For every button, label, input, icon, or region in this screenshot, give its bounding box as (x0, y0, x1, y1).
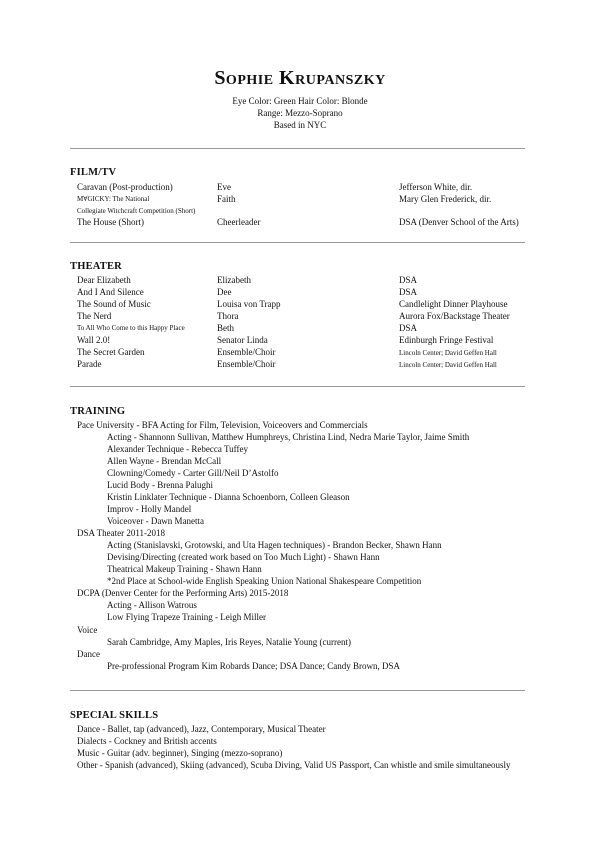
theater-project: Parade (77, 359, 102, 369)
training-line: Acting (Stanislavski, Grotowski, and Uta Hagen techniques) - Brandon Becker, Shawn Hann (107, 540, 442, 550)
theater-company: Lincoln Center; David Geffen Hall (399, 361, 497, 369)
training-line: DSA Theater 2011-2018 (77, 528, 165, 538)
theater-company: Edinburgh Fringe Festival (399, 335, 494, 345)
divider (70, 386, 525, 387)
film-project: The House (Short) (77, 217, 144, 227)
film-project: Caravan (Post-production) (77, 182, 173, 192)
skill-line: Dance - Ballet, tap (advanced), Jazz, Contemporary, Musical Theater (77, 724, 326, 734)
theater-company: DSA (399, 275, 418, 285)
training-line: Lucid Body - Brenna Palughi (107, 480, 213, 490)
location: Based in NYC (273, 120, 327, 130)
theater-project: The Sound of Music (77, 299, 151, 309)
training-line: Allen Wayne - Brendan McCall (107, 456, 222, 466)
theater-role: Beth (217, 323, 234, 333)
training-line: Clowning/Comedy - Carter Gill/Neil D’Astolfo (107, 468, 279, 478)
theater-role: Thora (217, 311, 239, 321)
theater-role: Ensemble/Choir (217, 347, 276, 357)
film-role: Cheerleader (217, 217, 261, 227)
film-project: Collegiate Witchcraft Competition (Short) (77, 207, 196, 215)
theater-project: And I And Silence (77, 287, 144, 297)
training-line: Devising/Directing (created work based on Too Much Light) - Shawn Hann (107, 552, 380, 562)
eye-hair-color: Eye Color: Green Hair Color: Blonde (232, 96, 368, 106)
theater-role: Dee (217, 287, 232, 297)
divider (70, 690, 525, 691)
training-line: Voiceover - Dawn Manetta (107, 516, 205, 526)
section-title-theater: THEATER (70, 261, 122, 272)
training-line: Acting - Shannonn Sullivan, Matthew Humphreys, Christina Lind, Nedra Marie Taylor, Jaime Smith (107, 432, 470, 442)
training-line: Voice (77, 625, 98, 635)
vocal-range: Range: Mezzo-Soprano (257, 108, 343, 118)
film-company: Jefferson White, dir. (399, 182, 473, 192)
training-line: Acting - Allison Watrous (107, 600, 197, 610)
theater-company: DSA (399, 287, 418, 297)
training-line: Alexander Technique - Rebecca Tuffey (107, 444, 248, 454)
applicant-name: Sophie Krupanszky (214, 67, 386, 89)
theater-role: Elizabeth (217, 275, 251, 285)
training-line: DCPA (Denver Center for the Performing Arts) 2015-2018 (77, 588, 289, 598)
skill-line: Other - Spanish (advanced), Skiing (advanced), Scuba Diving, Valid US Passport, Can whistle and smile simultaneously (77, 760, 511, 770)
theater-project: To All Who Come to this Happy Place (77, 324, 185, 332)
divider (70, 242, 525, 243)
theater-role: Louisa von Trapp (217, 299, 281, 309)
section-title-special-skills: SPECIAL SKILLS (70, 710, 159, 721)
training-line: Pre-professional Program Kim Robards Dance; DSA Dance; Candy Brown, DSA (107, 661, 400, 671)
skill-line: Dialects - Cockney and British accents (77, 736, 217, 746)
divider (70, 148, 525, 149)
training-line: Dance (77, 649, 100, 659)
theater-project: The Nerd (77, 311, 112, 321)
theater-company: DSA (399, 323, 418, 333)
training-line: Theatrical Makeup Training - Shawn Hann (107, 564, 262, 574)
film-role: Faith (217, 194, 236, 204)
skill-line: Music - Guitar (adv. beginner), Singing (mezzo-soprano) (77, 748, 283, 758)
film-project: M∀GICKY: The National (77, 195, 150, 203)
theater-role: Senator Linda (217, 335, 268, 345)
film-company: Mary Glen Frederick, dir. (399, 194, 492, 204)
film-role: Eve (217, 182, 231, 192)
section-title-training: TRAINING (70, 406, 126, 417)
theater-project: The Secret Garden (77, 347, 145, 357)
theater-role: Ensemble/Choir (217, 359, 276, 369)
training-line: Pace University - BFA Acting for Film, Television, Voiceovers and Commercials (77, 420, 368, 430)
training-line: Sarah Cambridge, Amy Maples, Iris Reyes, Natalie Young (current) (107, 637, 351, 647)
theater-project: Dear Elizabeth (77, 275, 131, 285)
film-company: DSA (Denver School of the Arts) (399, 217, 519, 227)
training-line: Improv - Holly Mandel (107, 504, 192, 514)
section-title-film-tv: FILM/TV (70, 167, 117, 178)
theater-company: Aurora Fox/Backstage Theater (399, 311, 510, 321)
theater-project: Wall 2.0! (77, 335, 111, 345)
training-line: Low Flying Trapeze Training - Leigh Miller (107, 612, 266, 622)
theater-company: Candlelight Dinner Playhouse (399, 299, 508, 309)
training-line: Kristin Linklater Technique - Dianna Schoenborn, Colleen Gleason (107, 492, 350, 502)
theater-company: Lincoln Center; David Geffen Hall (399, 349, 497, 357)
training-line: *2nd Place at School-wide English Speaking Union National Shakespeare Competition (107, 576, 422, 586)
